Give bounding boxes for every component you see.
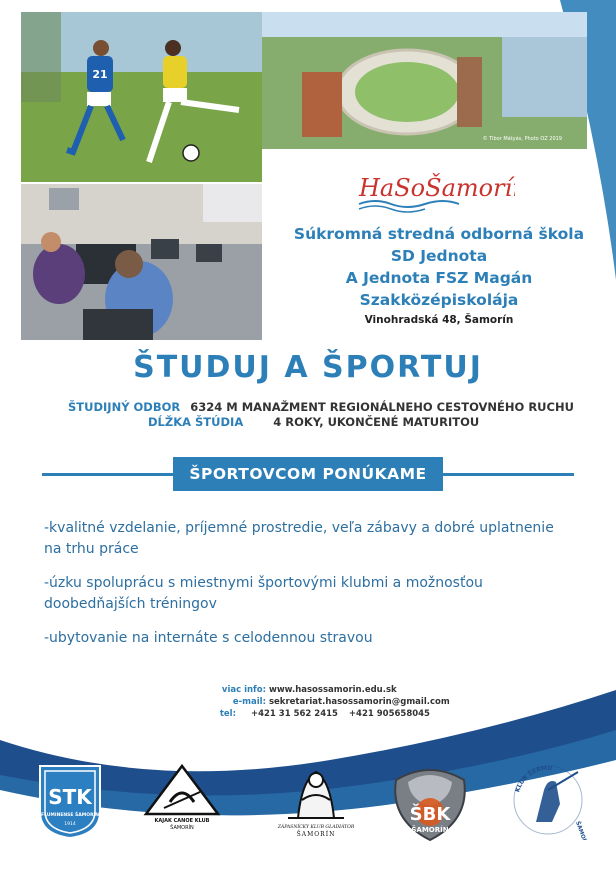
stk-letters: STK bbox=[48, 785, 92, 809]
offer-item-1: -kvalitné vzdelanie, príjemné prostredie, veľa zábavy a dobré uplatnenie na trhu práce bbox=[44, 520, 554, 557]
study-length-value: 4 ROKY, UKONČENÉ MATURITOU bbox=[273, 415, 480, 429]
fencing-logo bbox=[508, 760, 588, 840]
banner-rule-right bbox=[434, 473, 574, 476]
logo-brand: HaSoŠamorín bbox=[359, 174, 515, 202]
football-photo bbox=[21, 12, 262, 182]
contact-web-link[interactable]: www.hasossamorin.edu.sk bbox=[268, 685, 397, 695]
sbk-city: ŠAMORÍN bbox=[411, 826, 449, 834]
offers-banner: ŠPORTOVCOM PONÚKAME bbox=[173, 457, 443, 491]
school-name-line-4: Szakközépiskolája bbox=[359, 291, 519, 309]
classroom-photo bbox=[21, 184, 262, 340]
aerial-caption: © Tibor Mátyás, Photo OZ 2019 bbox=[482, 136, 562, 142]
stk-year: 1914 bbox=[64, 822, 76, 827]
gladiator-city: ŠAMORÍN bbox=[296, 831, 336, 838]
contact-tel-2: +421 905658045 bbox=[348, 709, 430, 719]
sbk-letters: ŠBK bbox=[409, 804, 451, 825]
fencing-city: ŠAMORÍN bbox=[574, 820, 588, 840]
aerial-photo bbox=[262, 12, 587, 149]
banner-rule-left bbox=[42, 473, 182, 476]
contact-web-label: viac info: bbox=[221, 685, 266, 695]
gladiator-logo bbox=[268, 760, 364, 840]
study-length-row bbox=[148, 415, 479, 429]
school-address: Vinohradská 48, Šamorín bbox=[364, 314, 514, 326]
study-length-label: DĹŽKA ŠTÚDIA bbox=[148, 415, 244, 429]
contact-email-label: e-mail: bbox=[232, 697, 266, 707]
school-name-line-1: Súkromná stredná odborná škola bbox=[293, 225, 585, 243]
gladiator-name: ZÁPASNÍCKY KLUB GLADIÁTOR bbox=[277, 825, 355, 830]
study-field-label: ŠTUDIJNÝ ODBOR bbox=[68, 400, 181, 414]
study-field-row bbox=[68, 400, 574, 414]
headline: ŠTUDUJ A ŠPORTUJ bbox=[133, 350, 483, 385]
study-field-value: 6324 M MANAŽMENT REGIONÁLNEHO CESTOVNÉHO RUCHU bbox=[190, 400, 574, 414]
contact-tel-label: tel: bbox=[219, 709, 236, 719]
school-logo bbox=[355, 170, 515, 214]
stk-name: FLUMINENSE ŠAMORÍN bbox=[40, 813, 100, 818]
contact-tel-1: +421 31 562 2415 bbox=[250, 709, 338, 719]
offer-item-3: -ubytovanie na internáte s celodennou stravou bbox=[44, 630, 373, 646]
kayak-logo bbox=[142, 762, 222, 832]
contact-email-link[interactable]: sekretariat.hasossamorin@gmail.com bbox=[268, 697, 450, 707]
jersey-number: 21 bbox=[92, 68, 108, 81]
contact-web-row bbox=[200, 685, 397, 695]
contact-tel-row bbox=[200, 709, 430, 719]
contact-email-row bbox=[200, 697, 450, 707]
school-name-line-3: A Jednota FSZ Magán bbox=[345, 269, 533, 287]
school-name-line-2: SD Jednota bbox=[390, 247, 488, 265]
sbk-logo bbox=[388, 760, 472, 844]
kayak-name: KAJAK CANOE KLUB bbox=[154, 818, 210, 824]
stk-logo bbox=[36, 762, 104, 840]
fencing-name: KLUB ŠERMU bbox=[514, 764, 553, 794]
kayak-city: ŠAMORÍN bbox=[170, 825, 194, 831]
offer-item-2: -úzku spoluprácu s miestnymi športovými klubmi a možnosťou doobedňajších tréningov bbox=[44, 575, 483, 612]
